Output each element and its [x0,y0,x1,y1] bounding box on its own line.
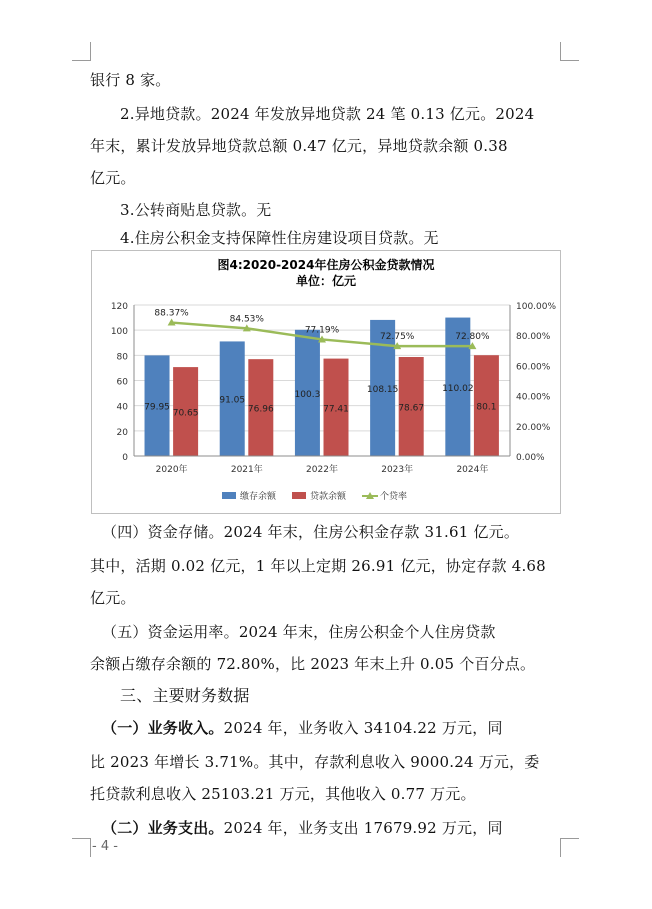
y-right-tick-label: 60.00% [516,362,551,373]
x-tick-label: 2022年 [306,465,338,475]
corner-mark-bottom-left [72,838,91,857]
y-left-tick-label: 0 [122,453,128,463]
legend-swatch [222,492,236,499]
text-line: 3.公转商贴息贷款。无 [120,201,272,219]
y-left-tick-label: 120 [110,302,128,312]
x-tick-label: 2024年 [456,465,489,475]
text-span: 2024 年，业务收入 34104.22 万元，同 [223,719,503,737]
chart-subtitle: 单位：亿元 [295,274,357,288]
text-line [102,522,582,542]
chart-title: 图4:2020-2024年住房公积金贷款情况 [217,258,435,272]
text-line: 比 2023 年增长 3.71%。其中，存款利息收入 9000.24 万元，委 [90,753,540,771]
text-line: 亿元。 [90,169,136,187]
bar-data-label: 110.02 [442,383,474,394]
y-right-tick-label: 100.00% [516,302,557,312]
rate-data-label: 77.19% [304,325,340,336]
text-line: 托贷款利息收入 25103.21 万元，其他收入 0.77 万元。 [90,785,476,803]
bar-data-label: 70.65 [172,408,199,419]
bar-data-label: 100.3 [294,389,321,400]
text-line: 4.住房公积金支持保障性住房建设项目贷款。无 [120,229,439,247]
y-left-tick-label: 60 [116,377,128,388]
bar-data-label: 78.67 [398,403,425,414]
y-right-tick-label: 80.00% [516,332,551,343]
text-span: 2024 年末，住房公积金个人住房贷款 [238,623,496,641]
text-line: 银行 8 家。 [90,71,171,89]
rate-data-label: 72.80% [455,332,490,343]
text-line: 年末，累计发放异地贷款总额 0.47 亿元，异地贷款余额 0.38 [90,137,508,155]
y-left-tick-label: 100 [110,327,128,338]
rate-data-label: 72.75% [380,332,415,343]
bar-data-label: 80.1 [476,402,497,413]
bar-data-label: 91.05 [219,395,246,406]
rate-data-label: 88.37% [154,308,189,319]
text-line: 亿元。 [90,589,136,607]
y-left-tick-label: 20 [116,427,128,438]
legend-label: 贷款余额 [310,492,347,502]
section-heading: （五）资金运用率。 [102,623,239,641]
text-line: 余额占缴存余额的 72.80%，比 2023 年末上升 0.05 个百分点。 [90,655,536,673]
section-title: 三、主要财务数据 [120,686,250,705]
rate-data-label: 84.53% [229,314,264,325]
corner-mark-bottom-right [560,838,579,857]
x-tick-label: 2020年 [155,465,188,475]
bar-data-label: 76.96 [247,404,274,415]
x-tick-label: 2023年 [381,465,414,475]
bar-data-label: 77.41 [323,404,349,415]
text-line [102,718,582,738]
text-line: 2.异地贷款。2024 年发放异地贷款 24 笔 0.13 亿元。2024 [120,105,535,123]
y-left-tick-label: 40 [116,402,128,413]
section-heading: （一）业务收入。 [102,719,224,737]
text-line [102,622,582,642]
bar-data-label: 79.95 [144,402,170,413]
corner-mark-top-left [72,42,91,61]
text-line [102,818,582,838]
x-tick-label: 2021年 [230,465,263,475]
text-span: 2024 年，业务支出 17679.92 万元，同 [223,819,503,837]
loan-chart [91,250,561,514]
section-heading: （二）业务支出。 [102,819,224,837]
y-right-tick-label: 0.00% [516,453,545,463]
y-right-tick-label: 40.00% [516,392,551,403]
page-number: - 4 - [92,839,118,854]
bar-data-label: 108.15 [366,384,399,395]
section-heading: （四）资金存储。 [102,523,224,541]
text-span: 2024 年末，住房公积金存款 31.61 亿元。 [223,523,520,541]
legend-swatch [292,492,306,499]
corner-mark-top-right [560,42,579,61]
text-line: 其中，活期 0.02 亿元，1 年以上定期 26.91 亿元，协定存款 4.68 [90,557,546,575]
chart-canvas [92,251,560,513]
y-right-tick-label: 20.00% [516,422,551,433]
y-left-tick-label: 80 [116,352,128,363]
legend-label: 个贷率 [380,492,408,502]
legend-label: 缴存余额 [240,492,277,502]
